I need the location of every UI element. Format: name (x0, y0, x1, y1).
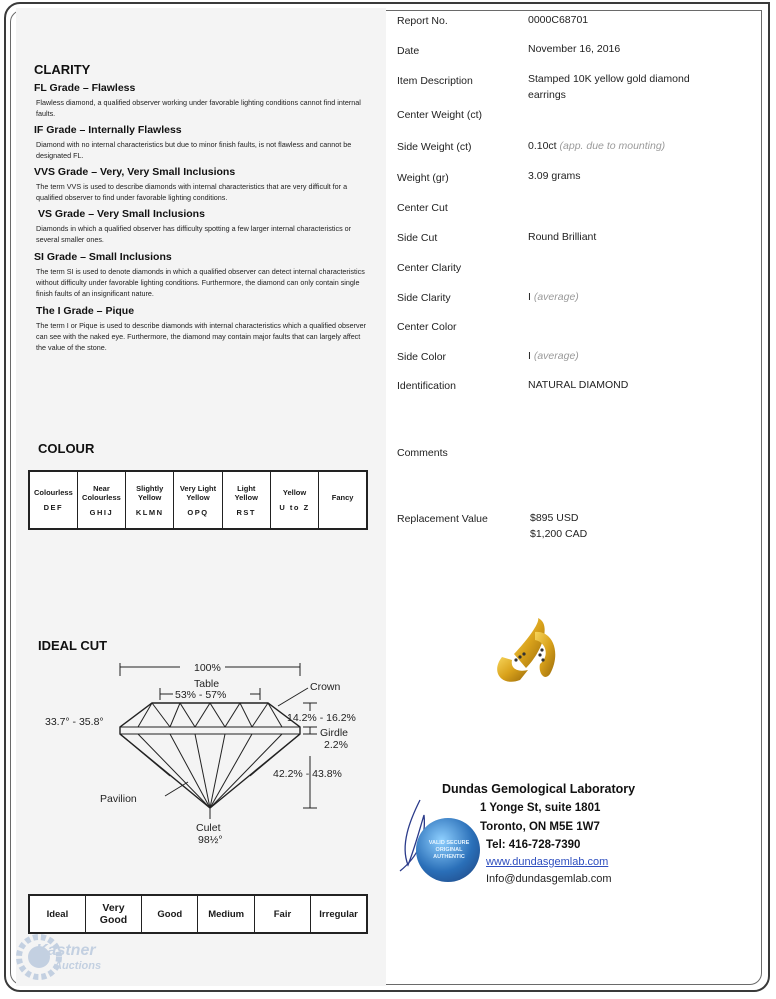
item-description-value: Stamped 10K yellow gold diamond earrings (528, 73, 690, 101)
clarity-grade-title: FL Grade – Flawless (34, 82, 136, 94)
diagram-label-crown-height: 14.2% - 16.2% (287, 712, 356, 724)
clarity-grade-text: Diamonds in which a qualified observer has difficulty spotting a few larger internal characteristics or several smaller ones. (36, 224, 352, 244)
colour-cell: Very Light Yellow OPQ (174, 471, 222, 529)
cut-grade-cell: Very Good (85, 895, 141, 933)
side-weight-note: (app. due to mounting) (559, 140, 666, 152)
clarity-grade-title: IF Grade – Internally Flawless (34, 124, 182, 136)
diagram-label-girdle-pct: 2.2% (324, 739, 348, 751)
colour-cell: Yellow U to Z (270, 471, 318, 529)
diagram-label-culet: Culet (196, 822, 221, 834)
clarity-grade-text: Flawless diamond, a qualified observer working under favorable lighting conditions cannot find internal faults. (36, 98, 361, 118)
identification-label: Identification (397, 380, 456, 392)
diagram-label-crown: Crown (310, 681, 341, 693)
clarity-grade-text: Diamond with no internal characteristics but due to minor finish faults, is not flawless and cannot be designated FL. (36, 140, 352, 160)
diagram-label-table-range: 53% - 57% (175, 689, 227, 701)
diagram-label-100: 100% (194, 662, 221, 674)
cut-grade-cell: Medium (198, 895, 254, 933)
side-weight-value: 0.10ct (app. due to mounting) (528, 140, 666, 152)
lab-website-link[interactable]: www.dundasgemlab.com (486, 856, 609, 868)
side-cut-value: Round Brilliant (528, 231, 597, 243)
clarity-grade-title: VS Grade – Very Small Inclusions (38, 208, 205, 220)
diagram-label-culet-value: 98½° (198, 834, 223, 846)
lab-address-line1: 1 Yonge St, suite 1801 (480, 802, 601, 814)
replacement-value-label: Replacement Value (397, 513, 488, 525)
watermark-line2: Auctions (54, 960, 102, 972)
side-color-label: Side Color (397, 351, 447, 363)
cut-grade-cell: Ideal (29, 895, 85, 933)
item-description-label: Item Description (397, 75, 473, 87)
report-no-value: 0000C68701 (528, 14, 589, 26)
side-clarity-note: (average) (533, 291, 579, 303)
clarity-heading: CLARITY (34, 62, 91, 77)
clarity-grade-text: The term VVS is used to describe diamonds with internal characteristics that are very difficult for a qualified observer to find under favorable lighting conditions. (36, 182, 348, 202)
date-value: November 16, 2016 (528, 43, 621, 55)
side-color-value: I (average) (528, 350, 579, 362)
seal-text: VALID SECURE ORIGINAL AUTHENTIC (428, 840, 470, 860)
diagram-label-pavilion: Pavilion (100, 793, 137, 805)
clarity-grade-title: VVS Grade – Very, Very Small Inclusions (34, 166, 236, 178)
cut-grade-cell: Good (142, 895, 198, 933)
center-clarity-label: Center Clarity (397, 262, 462, 274)
report-no-label: Report No. (397, 15, 448, 27)
lab-phone: Tel: 416-728-7390 (486, 839, 581, 851)
clarity-grade-title: SI Grade – Small Inclusions (34, 251, 172, 263)
cut-grade-cell: Fair (254, 895, 310, 933)
center-color-label: Center Color (397, 321, 457, 333)
colour-cell: Near Colourless GHIJ (77, 471, 125, 529)
center-weight-label: Center Weight (ct) (397, 109, 482, 121)
clarity-grade-title: The I Grade – Pique (36, 305, 135, 317)
diagram-label-pavilion-depth: 42.2% - 43.8% (273, 768, 342, 780)
comments-label: Comments (397, 447, 448, 459)
colour-heading: COLOUR (38, 441, 95, 456)
colour-cell: Fancy (319, 471, 367, 529)
lab-email: Info@dundasgemlab.com (486, 873, 612, 885)
earrings-photo (480, 612, 580, 692)
replacement-usd: $895 USD (530, 512, 579, 524)
side-cut-label: Side Cut (397, 232, 438, 244)
side-clarity-label: Side Clarity (397, 292, 451, 304)
date-label: Date (397, 45, 420, 57)
replacement-cad: $1,200 CAD (530, 528, 588, 540)
watermark-line1: Kastner (36, 942, 96, 959)
colour-cell: Slightly Yellow KLMN (126, 471, 174, 529)
identification-value: NATURAL DIAMOND (528, 379, 629, 391)
side-clarity-value: I (average) (528, 291, 579, 303)
kastner-watermark (14, 928, 102, 990)
security-hologram-seal (416, 818, 480, 882)
lab-address-line2: Toronto, ON M5E 1W7 (480, 821, 600, 833)
ideal-cut-heading: IDEAL CUT (38, 638, 108, 653)
colour-cell: Light Yellow RST (222, 471, 270, 529)
diamond-proportions-diagram (20, 656, 380, 846)
colour-scale-table (28, 470, 368, 530)
diagram-label-table: Table (194, 678, 220, 690)
weight-value: 3.09 grams (528, 170, 581, 182)
clarity-grade-text: The term SI is used to denote diamonds in which a qualified observer can detect internal characteristics without difficulty under favorable lighting conditions. Furthermore, the diamond can only contain single finish faults of an insignificant nature. (36, 267, 365, 298)
colour-cell: Colourless DEF (29, 471, 77, 529)
diagram-label-girdle: Girdle (320, 727, 349, 739)
clarity-grade-text: The term I or Pique is used to describe diamonds with internal characteristics which a qualified observer can see with the naked eye. Furthermore, the diamond may contain major faults that can largely affect the value of the stone. (36, 321, 366, 352)
diagram-label-crown-angle: 33.7° - 35.8° (45, 716, 104, 728)
cut-grade-cell: Irregular (311, 895, 367, 933)
lab-name: Dundas Gemological Laboratory (442, 782, 636, 796)
side-color-note: (average) (533, 350, 579, 362)
center-cut-label: Center Cut (397, 202, 448, 214)
weight-label: Weight (gr) (397, 172, 449, 184)
side-weight-label: Side Weight (ct) (397, 141, 472, 153)
